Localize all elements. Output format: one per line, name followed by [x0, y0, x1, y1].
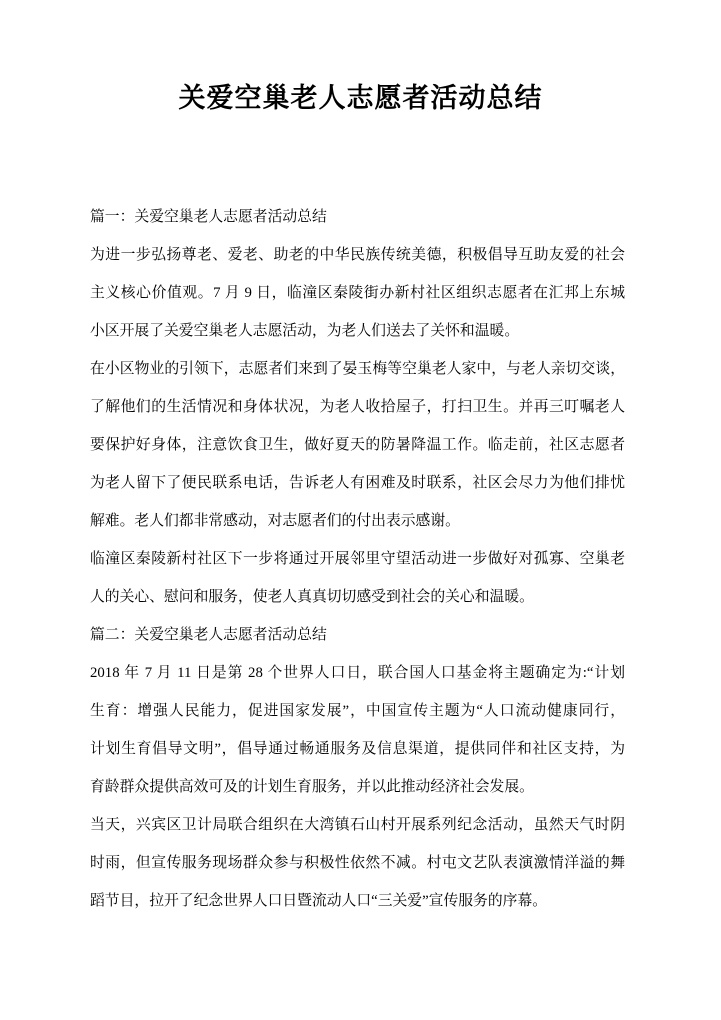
paragraph-section-1-para-1: [90, 236, 625, 350]
paragraph-section-2-para-1: [90, 654, 625, 806]
text-line: 篇一：关爱空巢老人志愿者活动总结: [90, 209, 327, 225]
text-line: 当天，兴宾区卫计局联合组织在大湾镇石山村开展系列纪念活动，虽然天气时阴: [90, 817, 625, 833]
paragraph-section-1-heading: [90, 198, 625, 236]
text-line: 人的关心、慰问和服务，使老人真真切切感受到社会的关心和温暖。: [90, 589, 534, 605]
text-line: 要保护好身体，注意饮食卫生，做好夏天的防暑降温工作。临走前，社区志愿者: [90, 437, 625, 453]
text-line: 主义核心价值观。7 月 9 日，临潼区秦陵街办新村社区组织志愿者在汇邦上东城: [90, 285, 625, 301]
text-line: 为老人留下了便民联系电话，告诉老人有困难及时联系，社区会尽力为他们排忧: [90, 475, 625, 491]
text-line: 2018 年 7 月 11 日是第 28 个世界人口日，联合国人口基金将主题确定为:“计划: [90, 665, 625, 681]
text-line: 为进一步弘扬尊老、爱老、助老的中华民族传统美德，积极倡导互助友爱的社会: [90, 247, 625, 263]
paragraph-section-1-para-2: [90, 350, 625, 540]
paragraph-section-1-para-3: [90, 540, 625, 616]
document-body: [90, 198, 625, 920]
text-line: 小区开展了关爱空巢老人志愿活动，为老人们送去了关怀和温暖。: [90, 323, 520, 339]
paragraph-section-2-heading: [90, 616, 625, 654]
text-line: 蹈节目，拉开了纪念世界人口日暨流动人口“三关爱”宣传服务的序幕。: [90, 893, 548, 909]
text-line: 时雨，但宣传服务现场群众参与积极性依然不减。村屯文艺队表演激情洋溢的舞: [90, 855, 625, 871]
text-line: 临潼区秦陵新村社区下一步将通过开展邻里守望活动进一步做好对孤寡、空巢老: [90, 551, 625, 567]
text-line: 解难。老人们都非常感动，对志愿者们的付出表示感谢。: [90, 513, 460, 529]
document-title: 关爱空巢老人志愿者活动总结: [178, 83, 543, 113]
text-line: 在小区物业的引领下，志愿者们来到了晏玉梅等空巢老人家中，与老人亲切交谈，: [90, 361, 625, 377]
text-line: 了解他们的生活情况和身体状况，为老人收拾屋子，打扫卫生。并再三叮嘱老人: [90, 399, 625, 415]
text-line: 计划生育倡导文明”，倡导通过畅通服务及信息渠道，提供同伴和社区支持，为: [90, 741, 625, 757]
text-line: 育龄群众提供高效可及的计划生育服务，并以此推动经济社会发展。: [90, 779, 534, 795]
paragraph-section-2-para-2: [90, 806, 625, 920]
text-line: 生育：增强人民能力，促进国家发展”，中国宣传主题为“人口流动健康同行，: [90, 703, 625, 719]
text-line: 篇二：关爱空巢老人志愿者活动总结: [90, 627, 327, 643]
